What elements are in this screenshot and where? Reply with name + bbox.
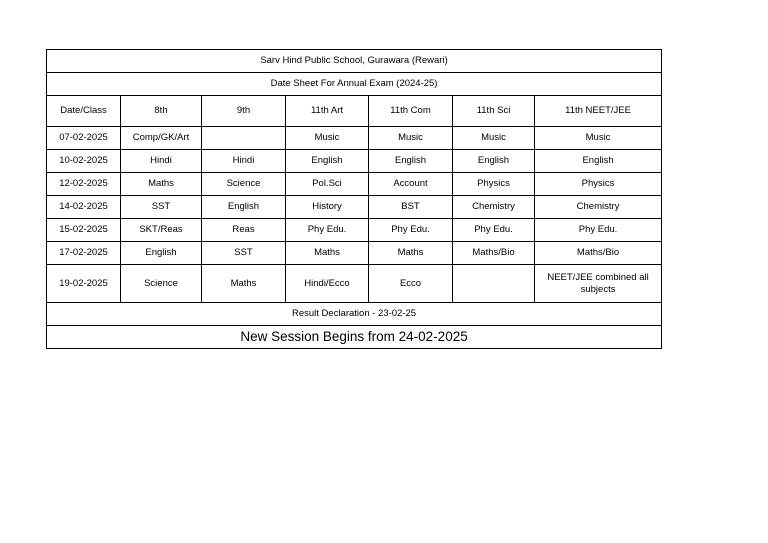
date-cell: 10-02-2025 <box>47 150 121 173</box>
table-row <box>47 127 662 150</box>
date-cell: 17-02-2025 <box>47 242 121 265</box>
table-cell: Physics <box>535 173 662 196</box>
table-cell: BST <box>369 196 453 219</box>
table-cell: Maths <box>121 173 202 196</box>
table-cell: Maths <box>286 242 369 265</box>
table-cell: SST <box>202 242 286 265</box>
table-cell: SKT/Reas <box>121 219 202 242</box>
table-cell: English <box>121 242 202 265</box>
table-cell: SST <box>121 196 202 219</box>
table-cell: Chemistry <box>535 196 662 219</box>
table-row <box>47 173 662 196</box>
table-row <box>47 150 662 173</box>
table-cell: History <box>286 196 369 219</box>
table-cell <box>453 265 535 303</box>
school-name: Sarv Hind Public School, Gurawara (Rewari) <box>47 50 662 73</box>
date-cell: 12-02-2025 <box>47 173 121 196</box>
column-header: 11th Art <box>286 96 369 127</box>
table-cell: Hindi/Ecco <box>286 265 369 303</box>
table-cell: English <box>535 150 662 173</box>
table-cell: Music <box>453 127 535 150</box>
sheet-title: Date Sheet For Annual Exam (2024-25) <box>47 73 662 96</box>
table-cell <box>202 127 286 150</box>
column-header: 11th Com <box>369 96 453 127</box>
table-row <box>47 219 662 242</box>
table-cell: Chemistry <box>453 196 535 219</box>
table-cell: Phy Edu. <box>535 219 662 242</box>
column-header: 11th Sci <box>453 96 535 127</box>
table-row <box>47 242 662 265</box>
table-cell: Comp/GK/Art <box>121 127 202 150</box>
table-cell: Maths <box>202 265 286 303</box>
table-row <box>47 265 662 303</box>
column-header: 9th <box>202 96 286 127</box>
column-header: Date/Class <box>47 96 121 127</box>
table-cell: Music <box>286 127 369 150</box>
new-session-notice: New Session Begins from 24-02-2025 <box>47 326 662 349</box>
date-cell: 14-02-2025 <box>47 196 121 219</box>
new-session-row <box>47 326 662 349</box>
table-cell: Science <box>202 173 286 196</box>
table-cell: Maths <box>369 242 453 265</box>
date-sheet-table <box>46 49 662 349</box>
table-cell: Maths/Bio <box>535 242 662 265</box>
result-declaration: Result Declaration - 23-02-25 <box>47 303 662 326</box>
table-row <box>47 196 662 219</box>
date-cell: 15-02-2025 <box>47 219 121 242</box>
school-name-row <box>47 50 662 73</box>
table-cell: English <box>286 150 369 173</box>
table-cell: English <box>453 150 535 173</box>
table-cell: English <box>369 150 453 173</box>
table-cell: Physics <box>453 173 535 196</box>
table-cell: Hindi <box>202 150 286 173</box>
table-cell: Pol.Sci <box>286 173 369 196</box>
table-cell: Music <box>535 127 662 150</box>
column-header: 8th <box>121 96 202 127</box>
table-cell: Reas <box>202 219 286 242</box>
header-row <box>47 96 662 127</box>
table-cell: Maths/Bio <box>453 242 535 265</box>
table-cell: Ecco <box>369 265 453 303</box>
date-cell: 19-02-2025 <box>47 265 121 303</box>
table-cell: Music <box>369 127 453 150</box>
sheet-title-row <box>47 73 662 96</box>
table-cell: English <box>202 196 286 219</box>
table-cell: NEET/JEE combined all subjects <box>535 265 662 303</box>
table-cell: Science <box>121 265 202 303</box>
table-cell: Phy Edu. <box>453 219 535 242</box>
column-header: 11th NEET/JEE <box>535 96 662 127</box>
table-cell: Phy Edu. <box>286 219 369 242</box>
table-cell: Phy Edu. <box>369 219 453 242</box>
table-cell: Account <box>369 173 453 196</box>
result-declaration-row <box>47 303 662 326</box>
table-cell: Hindi <box>121 150 202 173</box>
date-cell: 07-02-2025 <box>47 127 121 150</box>
